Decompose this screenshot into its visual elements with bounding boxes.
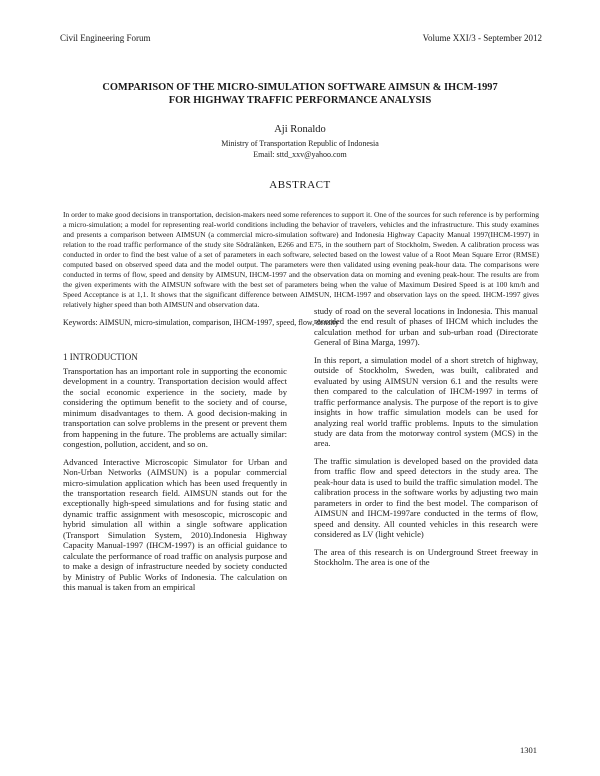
title-line-2: FOR HIGHWAY TRAFFIC PERFORMANCE ANALYSIS — [168, 94, 432, 106]
paragraph: The area of this research is on Underground Street freeway in Stockholm. The area is one of the — [314, 546, 538, 567]
paragraph: study of road on the several locations in Indonesia. This manual recorded the end result of phases of IHCM which includes the calculation method for urban and sub-urban road (Directorate General of Bina Marga, 1997). — [314, 306, 538, 348]
author-info — [60, 138, 540, 160]
paragraph: Advanced Interactive Microscopic Simulator for Urban and Non-Urban Networks (AIMSUN) is a popular commercial micro-simulation application which has been used frequently in the transportation research field. AIMSUN stands out for the exceptionally high-speed simulations and for fusing static and dynamic traffic assignment with mesoscopic, microscopic and hybrid simulation all within a single software application (Transport Simulation System, 2010).Indonesia Highway Capacity Manual-1997 (IHCM-1997) is an official guidance to calculate the performance of road traffic on analysis purpose and to make a design of infrastructure needed by society conducted by Ministry of Public Works of Indonesia. The calculation on this manual is taken from an empirical — [63, 456, 287, 593]
volume-info: Volume XXI/3 - September 2012 — [422, 33, 542, 43]
author-email: Email: sttd_xxv@yahoo.com — [253, 150, 347, 159]
section-heading: 1 INTRODUCTION — [63, 352, 138, 362]
paragraph: In this report, a simulation model of a short stretch of highway, outside of Stockholm, Sweden, was built, calibrated and evaluated by using AIMSUN version 6.1 and the results were then compared to the calculation of IHCM-1997 in terms of traffic performance analysis. The purpose of the report is to give insights in how traffic simulation models can be used for analyzing real world traffic problems. Inputs to the simulation study are data from the motorway control system (MCS) in the area. — [314, 354, 538, 449]
keywords: Keywords: AIMSUN, micro-simulation, comparison, IHCM-1997, speed, flow, density — [63, 318, 339, 327]
page-number: 1301 — [520, 745, 537, 755]
left-column — [63, 366, 287, 600]
author-name: Aji Ronaldo — [274, 124, 326, 135]
abstract-heading: ABSTRACT — [269, 179, 331, 191]
paragraph: Transportation has an important role in supporting the economic development in a country. Transportation decision would affect the social economic experience in the society, made by considering the optimum benefit to the society and of course, minimum disadvantages to them. A good decision-making in transportation can solve problems in the present or prevent them from happening in the future. The problems are actually similar: congestion, pollution, accident, and so on. — [63, 366, 287, 450]
paper-title — [60, 82, 540, 107]
author-affiliation: Ministry of Transportation Republic of Indonesia — [221, 139, 379, 148]
abstract-text: In order to make good decisions in transportation, decision-makers need some references to support it. One of the sources for such reference is by performing a micro-simulation; a model for representing real-world conditions including the behavior of travelers, vehicles and the infrastructure. This study examines and presents a comparison between AIMSUN (a commercial micro-simulation software) and Indonesia Highway Capacity Manual 1997(IHCM-1997) in relation to the road traffic performance of the study site Södralänken, E266 and E75, in the southern part of Stockholm, Sweden. A calibration process was conducted in order to find the best value of a set of parameters in each software, selected based on the lowest value of a Root Mean Square Error (RMSE) computed based on observed speed data and the model output. The parameters were then validated using evening peak-hour data. The comparisons were conducted in terms of flow, speed and density by AIMSUN, IHCM-1997 and the observation data on morning and evening peak-hour. The results are from the given experiments with the AIMSUN software with the best set of parameters being when the value of Maximum Desired Speed is at 100 km/h and Speed Acceptance is at 1,1. It shows that the significant difference between AIMSUN, IHCM-1997 and observation lays on the speed. IHCM-1997 gives relatively higher speed than both AIMSUN and observation data. — [63, 210, 539, 310]
title-line-1: COMPARISON OF THE MICRO-SIMULATION SOFTWARE AIMSUN & IHCM-1997 — [102, 82, 498, 93]
journal-name: Civil Engineering Forum — [60, 33, 151, 43]
paragraph: The traffic simulation is developed based on the provided data from traffic flow and speed detectors in the study area. The peak-hour data is used to build the traffic simulation model. The calibration process in the software works by adjusting two main parameters in order to find the best model. The comparison of AIMSUN and IHCM-1997are conducted in the terms of flow, speed and density. All counted vehicles in this research were considered as LV (light vehicle) — [314, 455, 538, 540]
right-column — [314, 306, 538, 572]
